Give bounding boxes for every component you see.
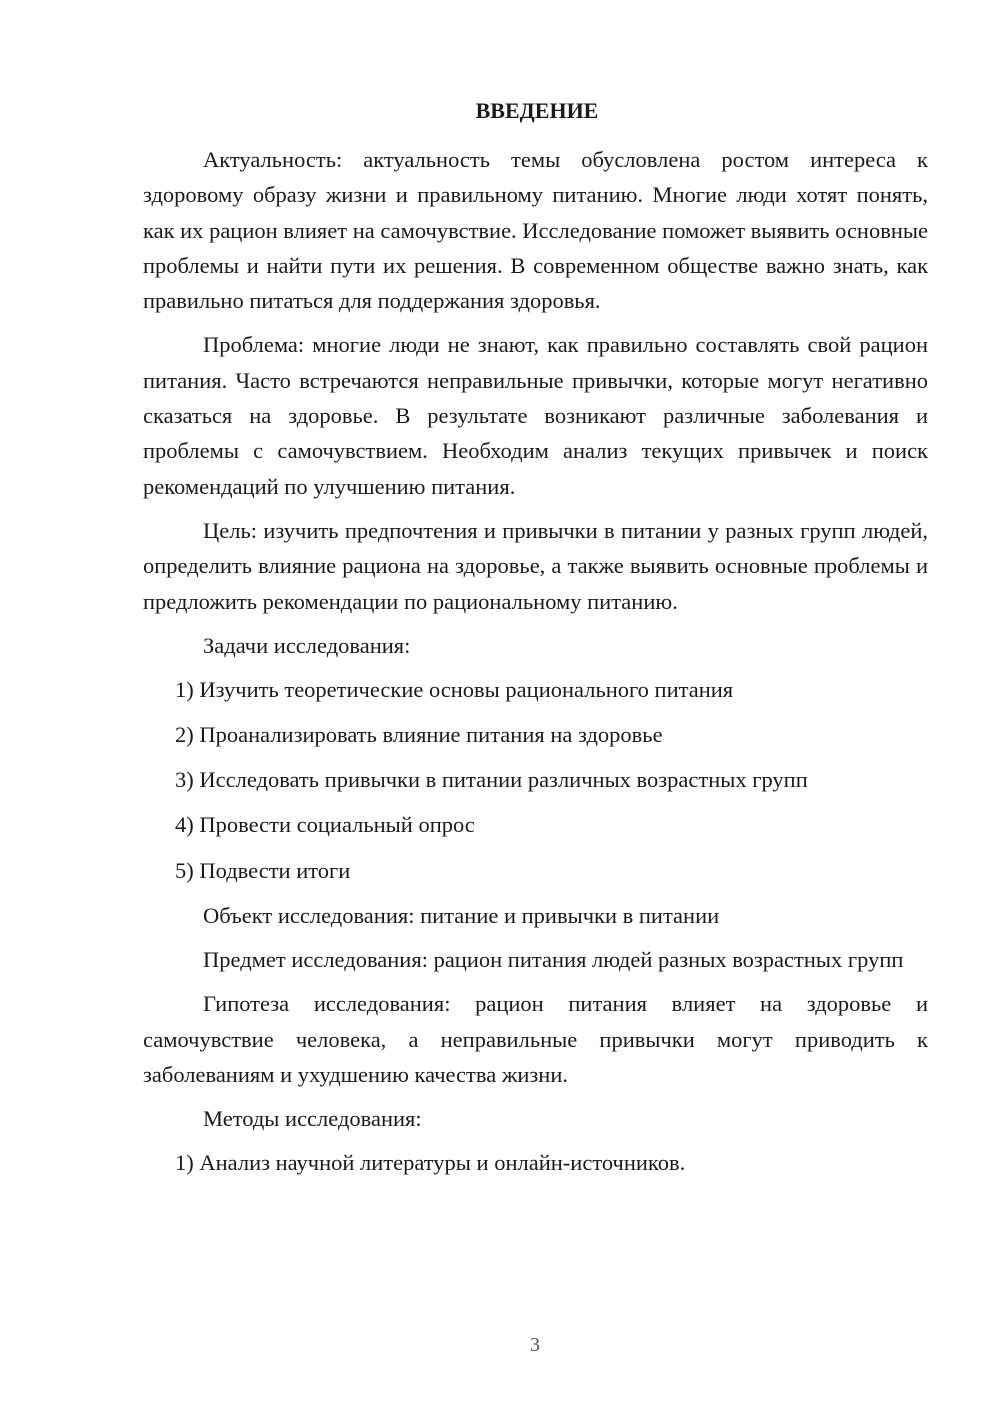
tasks-list <box>143 672 928 888</box>
methods-list <box>143 1145 928 1180</box>
relevance-paragraph: Актуальность: актуальность темы обусловлена ростом интереса к здоровому образу жизни и правильному питанию. Многие люди хотят понять, как их рацион влияет на самочувствие. Исследование поможет выявить основные проблемы и найти пути их решения. В современном обществе важно знать, как правильно питаться для поддержания здоровья. <box>143 147 928 314</box>
task-item-1: 1) Изучить теоретические основы рационального питания <box>175 677 734 703</box>
task-item-4: 4) Провести социальный опрос <box>175 812 475 838</box>
task-item-2: 2) Проанализировать влияние питания на здоровье <box>175 722 663 748</box>
method-item-1: 1) Анализ научной литературы и онлайн-источников. <box>175 1150 686 1176</box>
page-number: 3 <box>530 1334 540 1356</box>
task-item-5: 5) Подвести итоги <box>175 857 351 883</box>
problem-paragraph: Проблема: многие люди не знают, как правильно составлять свой рацион питания. Часто встречаются неправильные привычки, которые могут негативно сказаться на здоровье. В результате возникают различные заболевания и проблемы с самочувствием. Необходим анализ текущих привычек и поиск рекомендаций по улучшению питания. <box>143 332 928 499</box>
document-page <box>143 96 928 1191</box>
subject-paragraph: Предмет исследования: рацион питания людей разных возрастных групп <box>203 946 904 972</box>
goal-paragraph: Цель: изучить предпочтения и привычки в питании у разных групп людей, определить влияние рациона на здоровье, а также выявить основные проблемы и предложить рекомендации по рациональному питанию. <box>143 517 928 614</box>
task-item-3: 3) Исследовать привычки в питании различных возрастных групп <box>175 767 808 793</box>
section-title: ВВЕДЕНИЕ <box>475 98 599 123</box>
object-paragraph: Объект исследования: питание и привычки в питании <box>203 902 720 928</box>
methods-heading: Методы исследования: <box>203 1106 422 1132</box>
tasks-heading: Задачи исследования: <box>203 632 411 658</box>
hypothesis-paragraph: Гипотеза исследования: рацион питания влияет на здоровье и самочувствие человека, а неправильные привычки могут приводить к заболеваниям и ухудшению качества жизни. <box>143 991 928 1087</box>
